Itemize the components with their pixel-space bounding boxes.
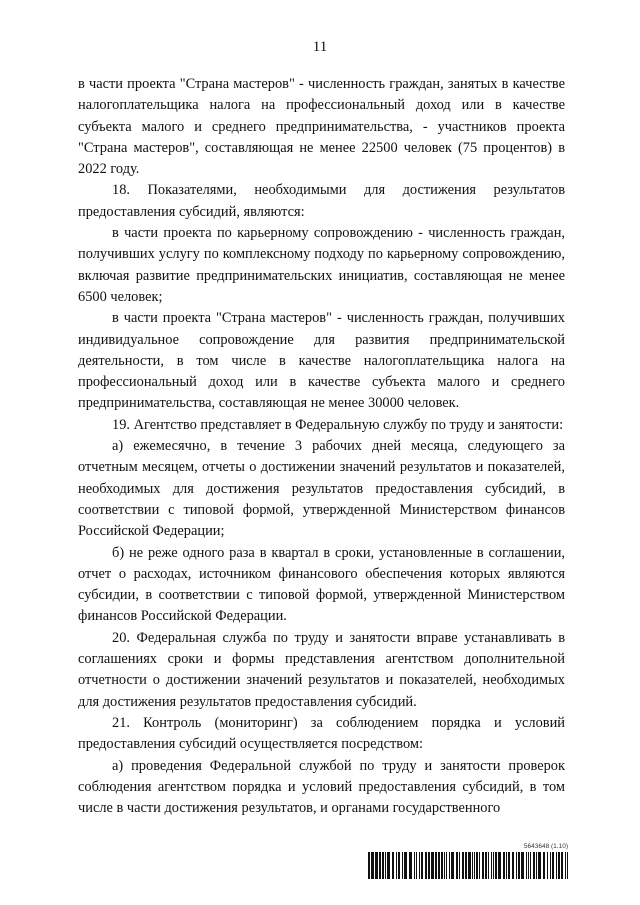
barcode-bar: [536, 852, 537, 879]
barcode-bar: [482, 852, 484, 879]
document-body: [78, 74, 565, 819]
barcode-bar: [425, 852, 427, 879]
barcode-bar: [387, 852, 390, 879]
barcode-bar: [468, 852, 471, 879]
barcode-bar: [550, 852, 551, 879]
page-number: 11: [312, 39, 328, 55]
paragraph-item-21a: а) проведения Федеральной службой по труду и занятости проверок соблюдения агентством порядка и условий предоставления субсидий, в том числе в части достижения результатов, и органами государственного: [78, 757, 565, 817]
barcode-bar: [382, 852, 384, 879]
document-stamp: [368, 843, 568, 881]
barcode-bar: [521, 852, 524, 879]
barcode-bar: [375, 852, 378, 879]
barcode-bar: [402, 852, 403, 879]
barcode-bar: [533, 852, 535, 879]
barcode-bar: [409, 852, 412, 879]
barcode-bar: [392, 852, 394, 879]
barcode-bar: [371, 852, 374, 879]
barcode-bar: [493, 852, 494, 879]
barcode-bar: [398, 852, 400, 879]
barcode-bar: [441, 852, 443, 879]
barcode-bar: [419, 852, 420, 879]
barcode-bar: [488, 852, 489, 879]
barcode-bar: [476, 852, 478, 879]
barcode-bar: [558, 852, 560, 879]
barcode-bar: [508, 852, 510, 879]
barcode-bar: [462, 852, 464, 879]
barcode-bar: [498, 852, 501, 879]
barcode-bar: [456, 852, 458, 879]
paragraph-item-19a: а) ежемесячно, в течение 3 рабочих дней месяца, следующего за отчетным месяцем, отчеты о достижении значений результатов и показателей, необходимых для достижения результатов предоставления субсидий, в соответствии с типовой формой, утвержденной Министерством финансов Российской Федерации;: [78, 438, 565, 540]
barcode-bar: [528, 852, 529, 879]
barcode-bar: [465, 852, 467, 879]
paragraph-item-20: 20. Федеральная служба по труду и занятости вправе устанавливать в соглашениях сроки и формы представления агентством дополнительной отчетности о достижении значений результатов и показателей, необходимых для достижения результатов предоставления субсидий.: [78, 629, 565, 710]
barcode-bar: [495, 852, 497, 879]
barcode-bar: [543, 852, 545, 879]
barcode-bar: [516, 852, 517, 879]
barcode-bar: [451, 852, 454, 879]
barcode-bar: [530, 852, 531, 879]
barcode-bar: [368, 852, 370, 879]
barcode: [368, 852, 568, 879]
barcode-bar: [526, 852, 527, 879]
paragraph-continuation: в части проекта "Страна мастеров" - численность граждан, занятых в качестве налогоплательщика налога на профессиональный доход или в качестве субъекта малого и среднего предпринимательства, - участников проекта "Страна мастеров", составляющая не менее 22500 человек (75 процентов) в 2022 году.: [78, 76, 565, 178]
barcode-code: 5643648 (1.10): [523, 843, 568, 850]
barcode-bar: [431, 852, 434, 879]
barcode-bar: [491, 852, 492, 879]
barcode-bar: [556, 852, 557, 879]
barcode-bar: [449, 852, 450, 879]
barcode-bar: [379, 852, 381, 879]
barcode-bar: [396, 852, 397, 879]
barcode-bar: [547, 852, 548, 879]
barcode-bar: [421, 852, 423, 879]
paragraph-masters-project: в части проекта "Страна мастеров" - численность граждан, получивших индивидуальное сопровождение для развития предпринимательской деятельности, в том числе в качестве налогоплательщика налога на профессиональный доход или в качестве субъекта малого и среднего предпринимательства, составляющая не менее 30000 человек.: [78, 310, 565, 412]
barcode-bar: [567, 852, 568, 879]
barcode-bar: [518, 852, 520, 879]
paragraph-item-19: 19. Агентство представляет в Федеральную службу по труду и занятости:: [112, 416, 564, 433]
barcode-bar: [404, 852, 407, 879]
barcode-bar: [479, 852, 480, 879]
barcode-bar: [414, 852, 415, 879]
paragraph-item-19b: б) не реже одного раза в квартал в сроки, установленные в соглашении, отчет о расходах, источником финансового обеспечения которых являются субсидии, в соответствии с типовой формой, утвержденной Министерством финансов Российской Федерации.: [78, 544, 565, 625]
barcode-bar: [416, 852, 417, 879]
barcode-bar: [446, 852, 447, 879]
barcode-bar: [565, 852, 566, 879]
barcode-bar: [428, 852, 430, 879]
paragraph-item-21: 21. Контроль (мониторинг) за соблюдением порядка и условий предоставления субсидий осуществляется посредством:: [78, 714, 565, 753]
barcode-bar: [474, 852, 475, 879]
paragraph-career-project: в части проекта по карьерному сопровождению - численность граждан, получивших услугу по комплексному подходу по карьерному сопровождению, включая развитие предпринимательских инициатив, составляющая не менее 6500 человек;: [78, 225, 565, 305]
barcode-bar: [552, 852, 554, 879]
barcode-bar: [538, 852, 541, 879]
barcode-bar: [385, 852, 386, 879]
barcode-bar: [506, 852, 507, 879]
barcode-bar: [435, 852, 437, 879]
barcode-bar: [438, 852, 440, 879]
paragraph-item-18: 18. Показателями, необходимыми для достижения результатов предоставления субсидий, являются:: [78, 182, 565, 220]
barcode-bar: [472, 852, 473, 879]
barcode-bar: [503, 852, 505, 879]
barcode-bar: [459, 852, 460, 879]
barcode-bar: [512, 852, 514, 879]
barcode-bar: [444, 852, 445, 879]
barcode-bar: [485, 852, 487, 879]
barcode-bar: [561, 852, 563, 879]
